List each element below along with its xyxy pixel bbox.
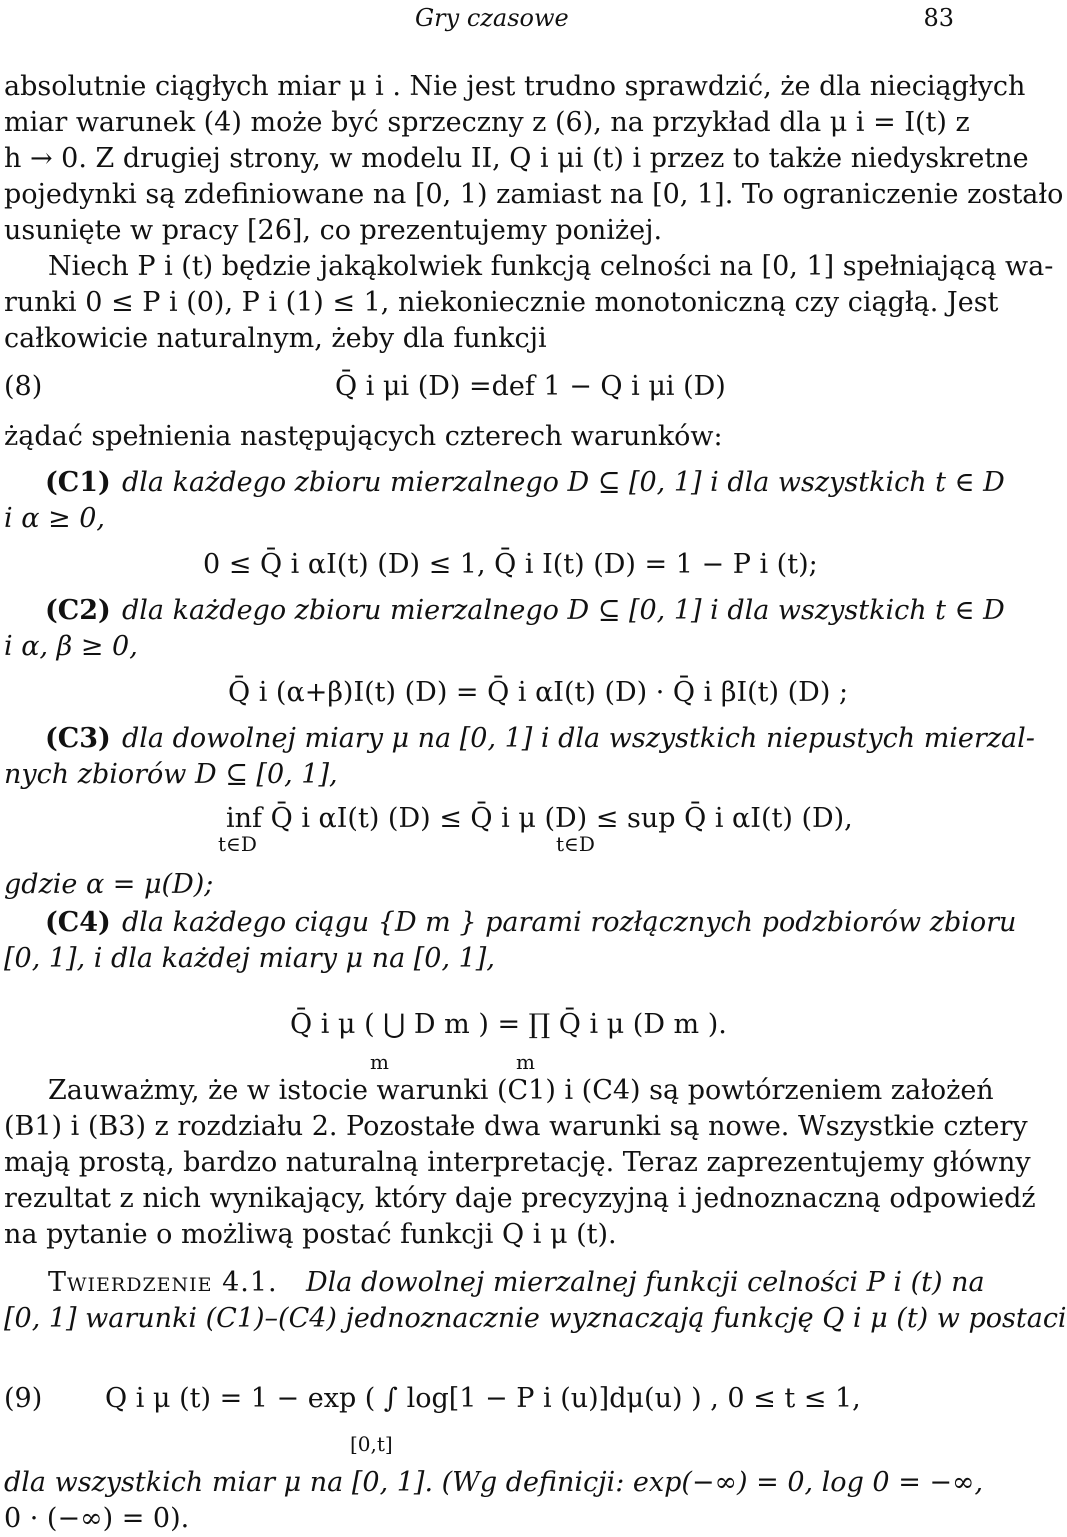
c4-label: (C4) — [45, 907, 111, 938]
c4-formula: Q̄ i μ ( ⋃ D m ) = ∏ Q̄ i μ (D m ). — [290, 1009, 727, 1040]
p2-line-3: całkowicie naturalnym, żeby dla funkcji — [4, 323, 547, 354]
eq8-formula: Q̄ i μi (D) =def 1 − Q i μi (D) — [335, 371, 726, 402]
running-header — [0, 0, 960, 34]
theorem-line-1: Dla dowolnej mierzalnej funkcji celności P i (t) na — [306, 1267, 985, 1298]
theorem-label: Twierdzenie 4.1. — [48, 1267, 278, 1298]
p1-line-2: miar warunek (4) może być sprzeczny z (6), na przykład dla μ i = I(t) z — [4, 107, 970, 138]
final-line-2: 0 · (−∞) = 0). — [4, 1503, 190, 1534]
header-title: Gry czasowe — [415, 4, 569, 32]
c3-after: gdzie α = μ(D); — [4, 869, 214, 900]
p1-line-4: pojedynki są zdefiniowane na [0, 1) zamiast na [0, 1]. To ograniczenie zostało — [4, 179, 1064, 210]
c2-text: dla każdego zbioru mierzalnego D ⊆ [0, 1] i dla wszystkich t ∈ D — [122, 595, 1005, 626]
c1-text: dla każdego zbioru mierzalnego D ⊆ [0, 1] i dla wszystkich t ∈ D — [122, 467, 1005, 498]
eq8-number: (8) — [4, 371, 43, 402]
c1-label: (C1) — [45, 467, 111, 498]
c3-formula: inf Q̄ i αI(t) (D) ≤ Q̄ i μ (D) ≤ sup Q̄ i αI(t) (D), — [226, 803, 853, 834]
page-number: 83 — [923, 4, 954, 32]
p3-line-2: (B1) i (B3) z rozdziału 2. Pozostałe dwa warunki są nowe. Wszystkie cztery — [4, 1111, 1028, 1142]
p1-line-1: absolutnie ciągłych miar μ i . Nie jest trudno sprawdzić, że dla nieciągłych — [4, 71, 1026, 102]
conditions-intro: żądać spełnienia następujących czterech warunków: — [4, 421, 723, 452]
c4-text-2: [0, 1], i dla każdej miary μ na [0, 1], — [4, 943, 495, 974]
c1-text-2: i α ≥ 0, — [4, 503, 105, 534]
c3-text: dla dowolnej miary μ na [0, 1] i dla wszystkich niepustych mierzal- — [122, 723, 1035, 754]
eq9-integral-subscript: [0,t] — [350, 1432, 393, 1456]
c3-inf-subscript: t∈D — [218, 832, 257, 856]
eq9-number: (9) — [4, 1383, 43, 1414]
theorem-line-2: [0, 1] warunki (C1)–(C4) jednoznacznie wyznaczają funkcję Q i μ (t) w postaci — [4, 1303, 1067, 1334]
eq9-formula: Q i μ (t) = 1 − exp ( ∫ log[1 − P i (u)]dμ(u) ) , 0 ≤ t ≤ 1, — [105, 1383, 861, 1414]
p1-line-5: usunięte w pracy [26], co prezentujemy poniżej. — [4, 215, 663, 246]
p2-line-2: runki 0 ≤ P i (0), P i (1) ≤ 1, niekoniecznie monotoniczną czy ciągłą. Jest — [4, 287, 999, 318]
c3-sup-subscript: t∈D — [556, 832, 595, 856]
p2-line-1: Niech P i (t) będzie jakąkolwiek funkcją celności na [0, 1] spełniającą wa- — [48, 251, 1054, 282]
p3-line-1: Zauważmy, że w istocie warunki (C1) i (C4) są powtórzeniem założeń — [48, 1075, 994, 1106]
p3-line-5: na pytanie o możliwą postać funkcji Q i μ (t). — [4, 1219, 617, 1250]
final-line-1: dla wszystkich miar μ na [0, 1]. (Wg definicji: exp(−∞) = 0, log 0 = −∞, — [4, 1467, 984, 1498]
c4-union-subscript: m — [370, 1050, 389, 1074]
c1-formula: 0 ≤ Q̄ i αI(t) (D) ≤ 1, Q̄ i I(t) (D) = 1 − P i (t); — [203, 549, 818, 580]
p3-line-4: rezultat z nich wynikający, który daje precyzyjną i jednoznaczną odpowiedź — [4, 1183, 1036, 1214]
p1-line-3: h → 0. Z drugiej strony, w modelu II, Q i μi (t) i przez to także niedyskretne — [4, 143, 1029, 174]
c3-label: (C3) — [45, 723, 111, 754]
p3-line-3: mają prostą, bardzo naturalną interpretację. Teraz zaprezentujemy główny — [4, 1147, 1031, 1178]
c4-text: dla każdego ciągu {D m } parami rozłącznych podzbiorów zbioru — [122, 907, 1017, 938]
c3-text-2: nych zbiorów D ⊆ [0, 1], — [4, 759, 338, 790]
c2-text-2: i α, β ≥ 0, — [4, 631, 138, 662]
c4-product-subscript: m — [516, 1050, 535, 1074]
c2-label: (C2) — [45, 595, 111, 626]
c2-formula: Q̄ i (α+β)I(t) (D) = Q̄ i αI(t) (D) · Q̄ i βI(t) (D) ; — [228, 677, 849, 708]
